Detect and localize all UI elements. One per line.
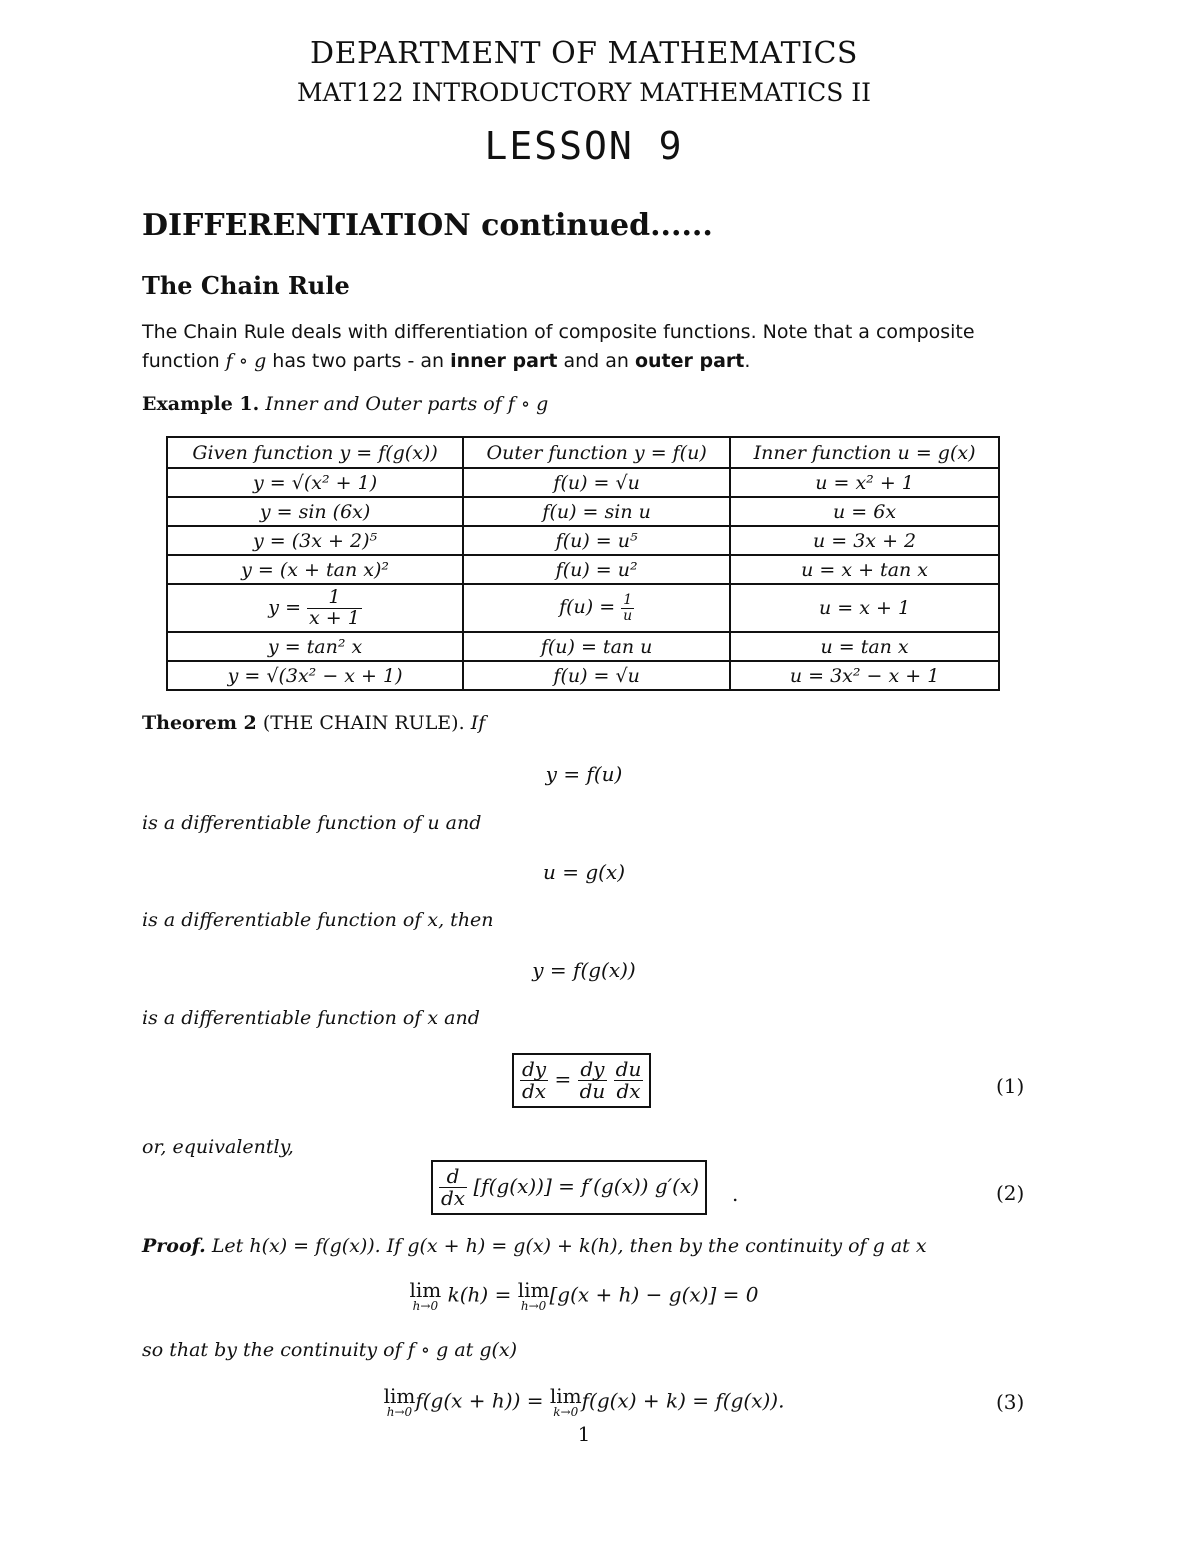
equation-y-f-g-x: y = f(g(x)) (532, 958, 636, 982)
lim-subscript: k→0 (553, 1405, 579, 1419)
denominator: du (579, 1079, 606, 1103)
given-cell: y = √(3x² − x + 1) (167, 661, 463, 690)
lim-text: lim (517, 1278, 550, 1302)
intro-text: function (142, 350, 226, 372)
inner-cell: u = 3x + 2 (730, 526, 999, 555)
table-row (167, 632, 999, 661)
example-caption: Inner and Outer parts of f ∘ g (265, 393, 549, 415)
theorem-text-2: is a differentiable function of x, then (142, 909, 494, 931)
fraction (614, 1059, 644, 1102)
outer-cell: f(u) = sin u (463, 497, 730, 526)
equation-number-1: (1) (996, 1074, 1025, 1098)
numerator: 1 (307, 588, 362, 609)
table-row (167, 497, 999, 526)
theorem-text-3: is a differentiable function of x and (142, 1007, 480, 1029)
table-row (167, 468, 999, 497)
example-heading (142, 393, 548, 415)
inner-cell: u = 3x² − x + 1 (730, 661, 999, 690)
equation-part: k(h) = (447, 1282, 512, 1307)
lim-subscript: h→0 (412, 1299, 439, 1313)
proof-text: Let h(x) = f(g(x)). If g(x + h) = g(x) + k(h), then by the continuity of g at x (211, 1235, 927, 1257)
intro-text: . (744, 350, 751, 372)
inner-cell: u = 6x (730, 497, 999, 526)
theorem-label: Theorem 2 (142, 712, 257, 734)
given-prefix: y = (268, 596, 308, 618)
numerator: dy (522, 1057, 547, 1081)
denominator: dx (522, 1079, 547, 1103)
intro-line-1: The Chain Rule deals with differentiation of composite functions. Note that a composite (142, 321, 975, 343)
inner-cell: u = tan x (730, 632, 999, 661)
function-decomposition-table (166, 436, 1000, 691)
theorem-text-4: or, equivalently, (142, 1136, 294, 1158)
outer-prefix: f(u) = (559, 596, 622, 618)
given-cell: y = √(x² + 1) (167, 468, 463, 497)
denominator: x + 1 (309, 606, 360, 629)
outer-cell: f(u) = u² (463, 555, 730, 584)
given-cell (167, 584, 463, 632)
table-row (167, 526, 999, 555)
inner-cell: u = x + 1 (730, 584, 999, 632)
given-cell: y = (3x + 2)⁵ (167, 526, 463, 555)
equation-number-3: (3) (996, 1390, 1025, 1414)
equation-number-2: (2) (996, 1181, 1025, 1205)
section-title: DIFFERENTIATION continued...... (142, 208, 713, 243)
intro-text: and an (557, 350, 635, 372)
subsection-title: The Chain Rule (142, 271, 350, 300)
header-outer: Outer function y = f(u) (463, 437, 730, 468)
fraction (621, 593, 634, 623)
inner-cell: u = x² + 1 (730, 468, 999, 497)
lim-text: lim (549, 1384, 582, 1408)
composite-notation: f ∘ g (225, 350, 267, 372)
intro-paragraph (142, 318, 1042, 376)
equation-part: [g(x + h) − g(x)] = 0 (549, 1282, 759, 1307)
intro-text: has two parts - an (266, 350, 451, 372)
chain-rule-boxed-equation-2 (431, 1160, 707, 1215)
fraction (578, 1059, 608, 1102)
lim-subscript: h→0 (520, 1299, 547, 1313)
outer-cell: f(u) = √u (463, 468, 730, 497)
header-given: Given function y = f(g(x)) (167, 437, 463, 468)
fraction (439, 1166, 467, 1209)
given-cell: y = (x + tan x)² (167, 555, 463, 584)
equation-u-g-x: u = g(x) (542, 860, 626, 884)
limit-operator (384, 1386, 416, 1418)
theorem-text-1: is a differentiable function of u and (142, 812, 482, 834)
limit-equation-1 (0, 1280, 1168, 1312)
proof-text-2: so that by the continuity of f ∘ g at g(x) (142, 1339, 518, 1361)
limit-equation-2 (0, 1386, 1168, 1418)
equation-y-f-u: y = f(u) (545, 762, 623, 786)
lim-subscript: h→0 (386, 1405, 413, 1419)
header-inner: Inner function u = g(x) (730, 437, 999, 468)
given-cell: y = tan² x (167, 632, 463, 661)
course-heading: MAT122 INTRODUCTORY MATHEMATICS II (296, 78, 872, 107)
example-label: Example 1. (142, 393, 260, 415)
chain-rule-boxed-equation (512, 1053, 651, 1108)
theorem-heading (142, 712, 485, 734)
numerator: dy (578, 1059, 608, 1081)
lim-text: lim (383, 1384, 416, 1408)
outer-part-term: outer part (634, 350, 745, 372)
inner-cell: u = x + tan x (730, 555, 999, 584)
theorem-if: If (470, 712, 486, 734)
theorem-name: (THE CHAIN RULE). (262, 712, 465, 734)
proof-line (142, 1235, 927, 1257)
table-row (167, 555, 999, 584)
inner-part-term: inner part (450, 350, 558, 372)
outer-cell (463, 584, 730, 632)
fraction (307, 585, 362, 629)
limit-operator (518, 1280, 550, 1312)
lesson-title: LESSON 9 (484, 124, 684, 168)
denominator: u (623, 607, 633, 624)
proof-label: Proof. (142, 1235, 206, 1257)
limit-operator (410, 1280, 442, 1312)
denominator: dx (616, 1079, 641, 1103)
page-number: 1 (577, 1422, 591, 1446)
table-row (167, 661, 999, 690)
outer-cell: f(u) = tan u (463, 632, 730, 661)
lim-text: lim (409, 1278, 442, 1302)
equation-part: f(g(x) + k) = f(g(x)). (581, 1388, 785, 1413)
outer-cell: f(u) = u⁵ (463, 526, 730, 555)
department-heading: DEPARTMENT OF MATHEMATICS (310, 36, 858, 71)
outer-cell: f(u) = √u (463, 661, 730, 690)
table-header-row (167, 437, 999, 468)
limit-operator (550, 1386, 582, 1418)
numerator: du (615, 1057, 642, 1081)
equals-sign: = (554, 1067, 572, 1091)
fraction (520, 1059, 548, 1102)
table-row (167, 584, 999, 632)
intro-line-2 (142, 347, 1042, 376)
equation-part: f(g(x + h)) = (415, 1388, 544, 1413)
numerator: 1 (621, 593, 634, 609)
given-cell: y = sin (6x) (167, 497, 463, 526)
numerator: d (439, 1166, 467, 1188)
equation-body: [f(g(x))] = f′(g(x)) g′(x) (473, 1174, 700, 1198)
denominator: dx (441, 1186, 466, 1210)
equation-period: . (732, 1182, 739, 1206)
